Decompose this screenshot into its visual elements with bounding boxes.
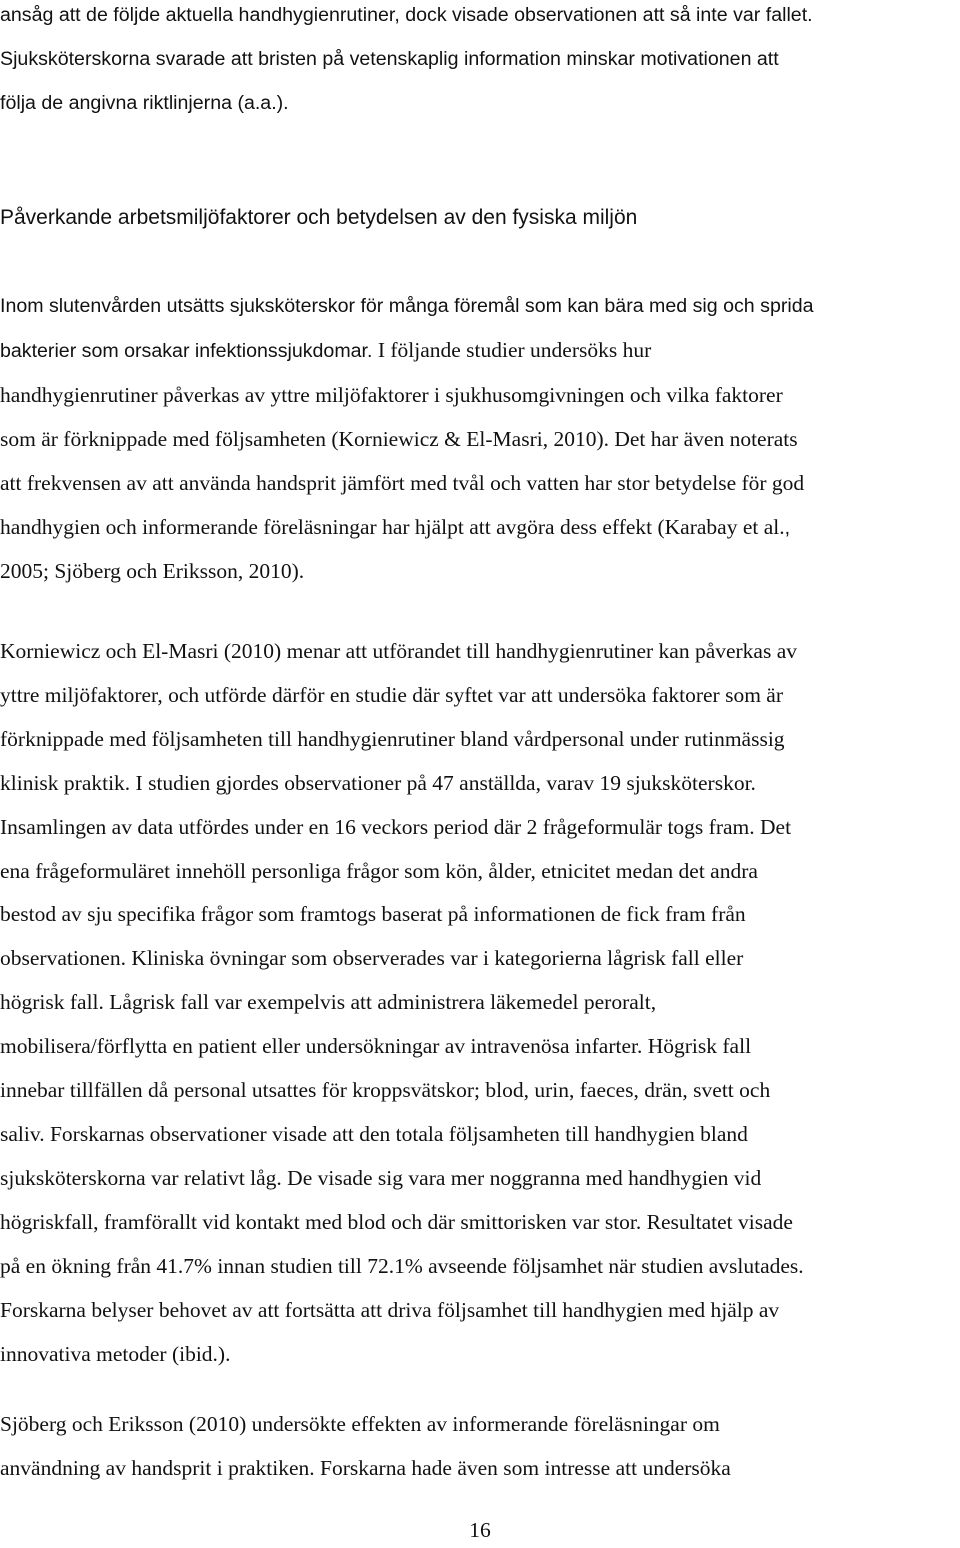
- text-line: Sjöberg och Eriksson (2010) undersökte effekten av informerande föreläsningar om: [0, 1412, 720, 1436]
- text-line: observationen. Kliniska övningar som observerades var i kategorierna lågrisk fall eller: [0, 946, 744, 971]
- text-line: på en ökning från 41.7% innan studien till 72.1% avseende följsamhet när studien avslutades.: [0, 1253, 804, 1278]
- text-line: 2005; Sjöberg och Eriksson, 2010).: [0, 559, 305, 584]
- text-line: innovativa metoder (ibid.).: [0, 1341, 231, 1366]
- text-line: ena frågeformuläret innehöll personliga frågor som kön, ålder, etnicitet medan det andra: [0, 858, 758, 883]
- paragraph-sjoberg: [0, 1403, 960, 1491]
- text-line: yttre miljöfaktorer, och utförde därför en studie där syftet var att undersöka faktorer som är: [0, 682, 783, 707]
- text-line: följa de angivna riktlinjerna (a.a.).: [0, 91, 289, 114]
- text-line: förknippade med följsamheten till handhygienrutiner bland vårdpersonal under rutinmässig: [0, 726, 785, 751]
- text-line: Insamlingen av data utfördes under en 16 veckors period där 2 frågeformulär togs fram. Det: [0, 814, 792, 839]
- text-line: innebar tillfällen då personal utsattes för kroppsvätskor; blod, urin, faeces, drän, svett och: [0, 1078, 771, 1103]
- page-number: 16: [469, 1518, 491, 1542]
- text-line: högriskfall, framförallt vid kontakt med blod och där smittorisken var stor. Resultatet visade: [0, 1209, 793, 1234]
- text-line: bestod av sju specifika frågor som framtogs baserat på informationen de fick fram från: [0, 902, 746, 927]
- text-line: Sjuksköterskorna svarade att bristen på vetenskaplig information minskar motivationen att: [0, 47, 779, 70]
- text-segment: bakterier som orsakar infektionssjukdomar.: [0, 339, 373, 362]
- text-line: att frekvensen av att använda handsprit jämfört med tvål och vatten har stor betydelse för god: [0, 470, 805, 495]
- text-line: Forskarna belyser behovet av att fortsätta att driva följsamhet till handhygien med hjälp av: [0, 1297, 780, 1322]
- paragraph-korniewicz: [0, 630, 960, 1376]
- paragraph-environment: [0, 285, 960, 594]
- section-heading: Påverkande arbetsmiljöfaktorer och betydelsen av den fysiska miljön: [0, 206, 638, 229]
- text-line: Korniewicz och El-Masri (2010) menar att utförandet till handhygienrutiner kan påverkas av: [0, 639, 798, 663]
- text-segment: handhygien och informerande föreläsningar har hjälpt att avgöra dess effekt (Karabay et al.: [0, 514, 785, 539]
- text-line: högrisk fall. Lågrisk fall var exempelvis att administrera läkemedel peroralt,: [0, 990, 657, 1015]
- text-segment: I följande studier undersöks hur: [372, 337, 652, 362]
- text-line: ansåg att de följde aktuella handhygienrutiner, dock visade observationen att så inte var fallet.: [0, 4, 813, 26]
- text-segment: ,: [784, 516, 791, 539]
- text-line: klinisk praktik. I studien gjordes observationer på 47 anställda, varav 19 sjuksköterskor.: [0, 770, 756, 795]
- text-line: Inom slutenvården utsätts sjuksköterskor för många föremål som kan bära med sig och sprida: [0, 295, 814, 317]
- text-line: saliv. Forskarnas observationer visade att den totala följsamheten till handhygien bland: [0, 1121, 748, 1146]
- text-line-mixed: [0, 506, 960, 551]
- text-line-mixed: [0, 329, 960, 374]
- paragraph-continuation: [0, 0, 960, 126]
- text-line: som är förknippade med följsamheten (Korniewicz & El-Masri, 2010). Det har även noterats: [0, 426, 798, 451]
- text-line: användning av handsprit i praktiken. Forskarna hade även som intresse att undersöka: [0, 1455, 731, 1480]
- text-line: sjuksköterskorna var relativt låg. De visade sig vara mer noggranna med handhygien vid: [0, 1165, 762, 1190]
- text-line: handhygienrutiner påverkas av yttre miljöfaktorer i sjukhusomgivningen och vilka faktorer: [0, 382, 783, 407]
- text-line: mobilisera/förflytta en patient eller undersökningar av intravenösa infarter. Högrisk fall: [0, 1034, 752, 1059]
